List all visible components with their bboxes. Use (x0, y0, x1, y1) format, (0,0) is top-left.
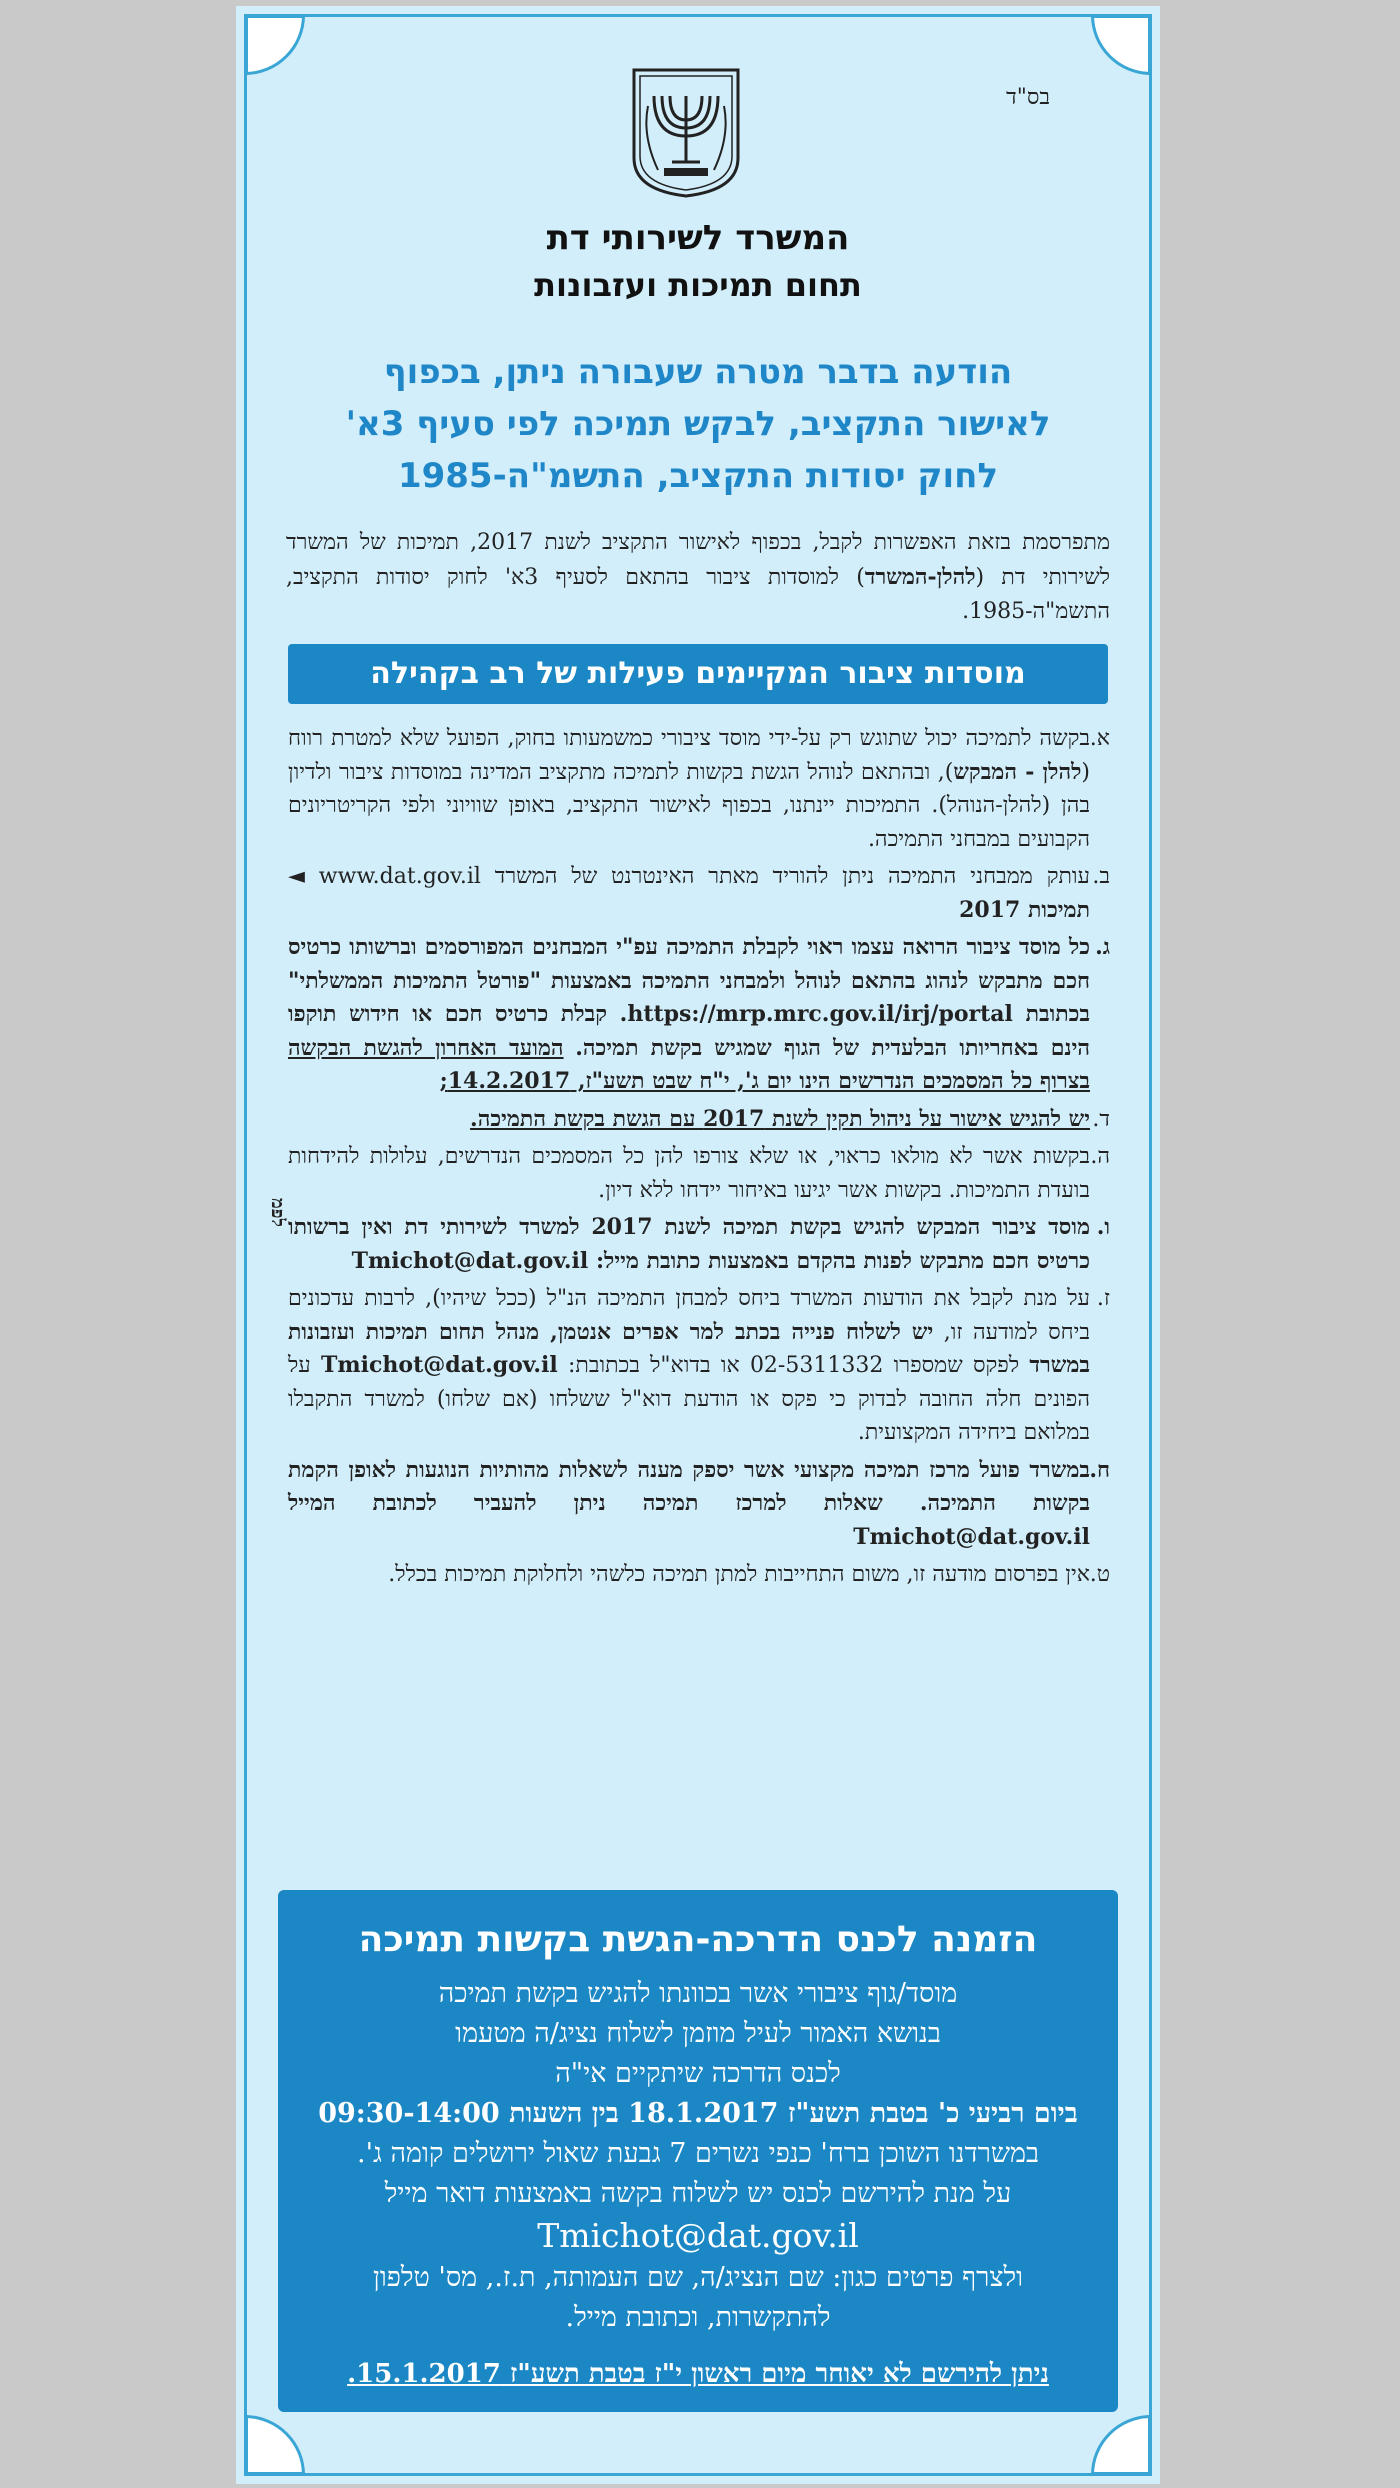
invitation-line: ולצרף פרטים כגון: שם הנציג/ה, שם העמותה, ת.ז., מס' טלפון (372, 2262, 1024, 2293)
list-item: ה. בקשות אשר לא מולאו כראוי, או שלא צורפו להן כל המסמכים הנדרשים, עלולות להידחות בועדת התמיכות. בקשות אשר יגיעו באיחור יידחו ללא דיון. (288, 1144, 1110, 1203)
headline-line: הודעה בדבר מטרה שעבורה ניתן, בכפוף (383, 352, 1013, 392)
list-item: ח. במשרד פועל מרכז תמיכה מקצועי אשר יספק מענה לשאלות מהותיות הנוגעות לאופן הקמת בקשות התמיכה. שאלות למרכז תמיכה ניתן להעביר לכתובת המייל Tmichot@dat.gov.il (288, 1456, 1110, 1550)
terms-list (288, 722, 1110, 1596)
corner-ornament (1091, 2415, 1151, 2475)
list-item: ז. על מנת לקבל את הודעות המשרד ביחס למבחן התמיכה הנ"ל (ככל שיהיו), לרבות עדכונים ביחס למודעה זו, יש לשלוח פנייה בכתב למר אפרים אנטמן, מנהל תחום תמיכות ועזבונות במשרד לפקס שמספרו 02-5311332 או בדוא"ל בכתובת: Tmichot@dat.gov.il על הפונים חלה החובה לבדוק כי פקס או הודעת דוא"ל ששלחו (אם שלחו) למשרד התקבלו במלואם ביחידה המקצועית. (288, 1286, 1110, 1445)
state-emblem-menorah-icon (628, 66, 744, 200)
ministry-name: המשרד לשירותי דת (546, 218, 850, 258)
corner-ornament (245, 2415, 305, 2475)
section-title-bar: מוסדות ציבור המקיימים פעילות של רב בקהילה (288, 644, 1108, 704)
ministry-header (236, 214, 1160, 308)
list-item: ד. יש להגיש אישור על ניהול תקין לשנת 2017 עם הגשת בקשת התמיכה. (470, 1105, 1110, 1132)
headline-line: לחוק יסודות התקציב, התשמ"ה-1985 (397, 456, 999, 496)
corner-ornament (1091, 15, 1151, 75)
list-item: א. בקשה לתמיכה יכול שתוגש רק על-ידי מוסד ציבורי כמשמעותו בחוק, הפועל שלא למטרת רווח (להלן - המבקש), ובהתאם לנוהל הגשת בקשות לתמיכה מתקציב המדינה במוסדות ציבור ולדיון בהן (להלן-הנוהל). התמיכות יינתנו, בכפוף לאישור התקציב, באופן שוויוני ולפי הקריטריונים הקבועים במבחני התמיכה. (288, 726, 1110, 852)
list-item: ט. אין בפרסום מודעה זו, משום התחייבות למתן תמיכה כלשהי ולחלוקת תמיכות בכלל. (388, 1562, 1110, 1587)
list-item: ו. מוסד ציבור המבקש להגיש בקשת תמיכה לשנת 2017 למשרד לשירותי דת ואין ברשותו כרטיס חכם מתבקש לפנות בהקדם באמצעות כתובת מייל: Tmichot@dat.gov.il (288, 1214, 1110, 1274)
intro-paragraph: מתפרסמת בזאת האפשרות לקבל, בכפוף לאישור התקציב לשנת 2017, תמיכות של המשרד לשירותי דת (להלן-המשרד) למוסדות ציבור בהתאם לסעיף 3א' לחוק יסודות התקציב, התשמ"ה-1985. (286, 530, 1111, 624)
invitation-line: בנושא האמור לעיל מוזמן לשלוח נציג/ה מטעמו (455, 2018, 941, 2049)
margin-note: לפמ (267, 1198, 288, 1227)
list-item: ב. עותק ממבחני התמיכה ניתן להוריד מאתר האינטרנט של המשרד www.dat.gov.il ◄ תמיכות 2017 (288, 864, 1110, 923)
notice-headline (276, 346, 1120, 502)
invitation-date: ביום רביעי כ' בטבת תשע"ז 18.1.2017 בין השעות 09:30-14:00 (318, 2098, 1078, 2129)
bsd-mark: בס"ד (1006, 85, 1050, 110)
department-name: תחום תמיכות ועזבונות (534, 266, 862, 304)
invitation-email: Tmichot@dat.gov.il (537, 2216, 859, 2255)
invitation-line: מוסד/גוף ציבורי אשר בכוונתו להגיש בקשת תמיכה (438, 1978, 958, 2009)
invitation-line: להתקשרות, וכתובת מייל. (565, 2302, 831, 2333)
list-item: ג. כל מוסד ציבור הרואה עצמו ראוי לקבלת התמיכה עפ"י המבחנים המפורסמים וברשותו כרטיס חכם מתבקש לנהוג בהתאם לנוהל ולמבחני התמיכה באמצעות "פורטל התמיכות הממשלתי" בכתובת https://mrp.mrc.gov.il/irj/portal. קבלת כרטיס חכם או חידוש תוקפו הינם באחריותו הבלעדית של הגוף שמגיש בקשת תמיכה. המועד האחרון להגשת הבקשה בצרוף כל המסמכים הנדרשים הינו יום ג', י"ח שבט תשע"ז, 14.2.2017; (288, 934, 1110, 1094)
corner-ornament (245, 15, 305, 75)
headline-line: לאישור התקציב, לבקש תמיכה לפי סעיף 3א' (345, 404, 1051, 444)
notice-page (236, 6, 1160, 2484)
invitation-title: הזמנה לכנס הדרכה-הגשת בקשות תמיכה (358, 1919, 1038, 1960)
invitation-line: על מנת להירשם לכנס יש לשלוח בקשה באמצעות דואר מייל (384, 2178, 1012, 2209)
invitation-box (278, 1890, 1118, 2412)
invitation-line: לכנס הדרכה שיתקיים אי"ה (555, 2058, 841, 2089)
invitation-line: במשרדנו השוכן ברח' כנפי נשרים 7 גבעת שאול ירושלים קומה ג'. (357, 2138, 1039, 2169)
registration-deadline: ניתן להירשם לא יאוחר מיום ראשון י"ז בטבת תשע"ז 15.1.2017. (347, 2359, 1049, 2389)
